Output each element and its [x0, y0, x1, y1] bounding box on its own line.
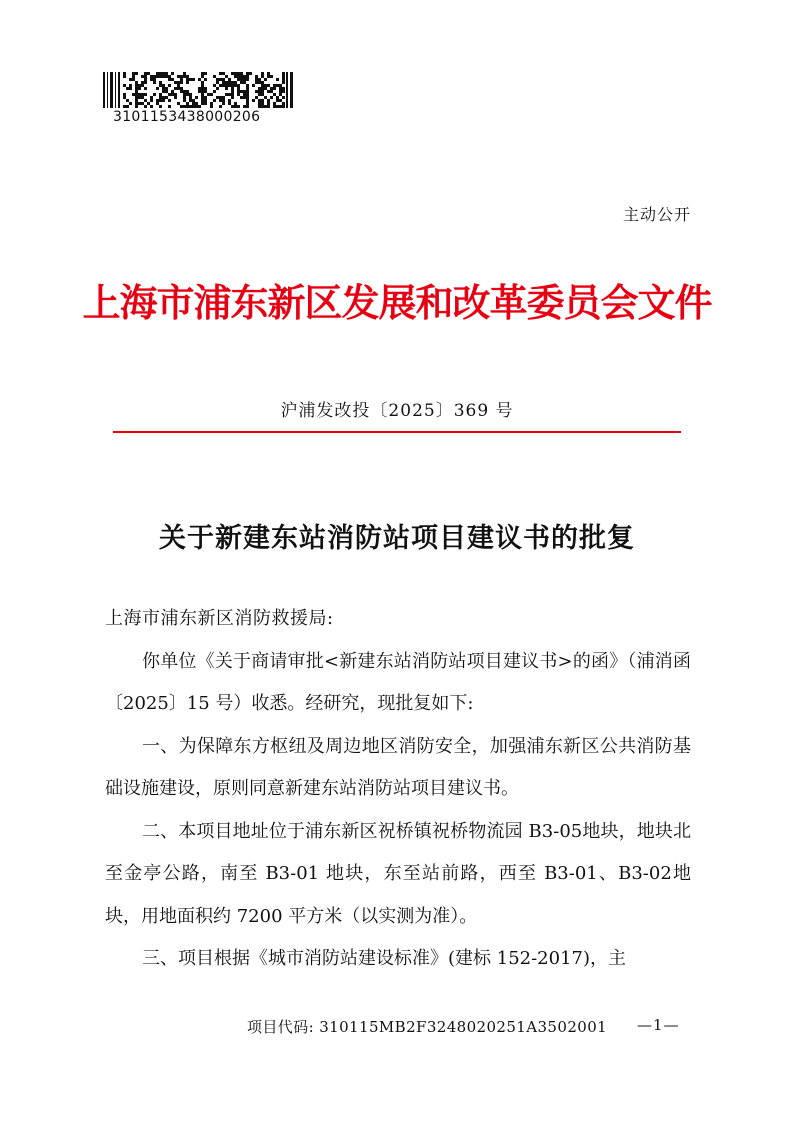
- body-paragraph: 三、项目根据《城市消防站建设标准》(建标 152-2017)，主: [142, 948, 627, 969]
- body-paragraph: 你单位《关于商请审批<新建东站消防站项目建议书>的函》（浦消函〔2025〕15 号）收悉。经研究，现批复如下:: [105, 650, 691, 714]
- salutation: 上海市浦东新区消防救援局:: [105, 608, 334, 629]
- issuer-heading: 上海市浦东新区发展和改革委员会文件: [82, 280, 712, 325]
- document-barcode: [103, 72, 293, 108]
- red-divider: [113, 431, 681, 433]
- document-body: [105, 598, 691, 981]
- body-paragraph: 一、为保障东方枢纽及周边地区消防安全，加强浦东新区公共消防基础设施建设，原则同意新建东站消防站项目建议书。: [105, 735, 691, 799]
- barcode-number: 3101153438000206: [113, 109, 261, 125]
- document-title: 关于新建东站消防站项目建议书的批复: [159, 523, 635, 554]
- page-number: —1—: [637, 1016, 680, 1034]
- barcode-pattern: [123, 72, 285, 108]
- body-paragraph: 二、本项目地址位于浦东新区祝桥镇祝桥物流园 B3-05地块，地块北至金亭公路，南至 B3-01 地块，东至站前路，西至 B3-01、B3-02地块，用地面积约 7200 平方米（以实测为准）。: [105, 820, 691, 927]
- document-number: 沪浦发改投〔2025〕369 号: [280, 401, 514, 421]
- project-code: 项目代码: 310115MB2F3248020251A3502001: [247, 1018, 608, 1036]
- disclosure-label: 主动公开: [622, 205, 691, 224]
